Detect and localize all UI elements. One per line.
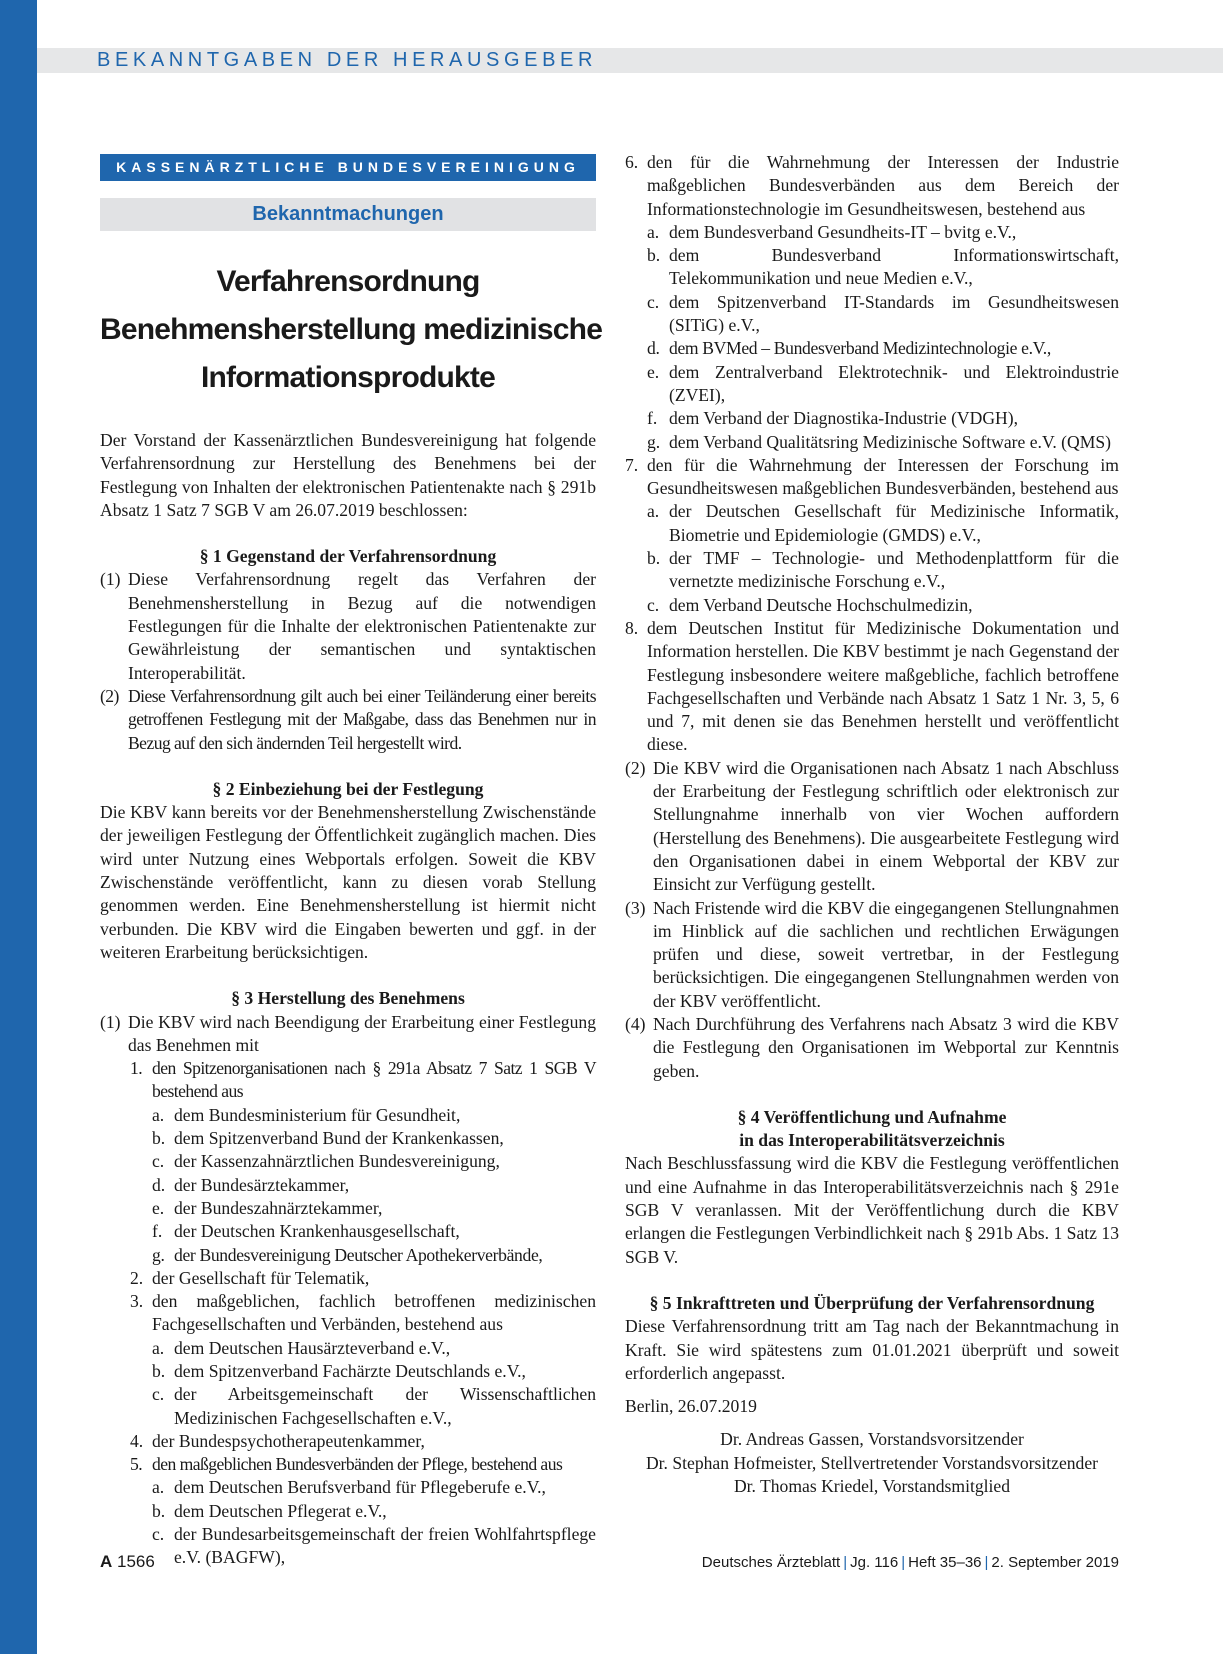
title-line-1: Verfahrensordnung <box>216 265 480 298</box>
left-column <box>100 429 596 1570</box>
section-header-band <box>37 48 1223 73</box>
separator: | <box>843 1554 848 1571</box>
list-item: 7. den für die Wahrnehmung der Interessen der Forschung im Gesundheitswesen maßgeblichen Bundesverbänden, bestehend aus <box>625 454 1119 499</box>
section-3-heading: § 3 Herstellung des Benehmens <box>231 988 465 1009</box>
s3-paragraph-3: (3) Nach Fristende wird die KBV die eingegangenen Stellungnahmen im Hinblick auf die sachlichen und rechtlichen Erwägungen prüfen und diese, soweit vertretbar, in der Festlegung berücksichtigen. Die eingegangenen Stellungnahmen werden von der KBV veröffentlicht. <box>625 897 1119 1011</box>
title-line-2: Benehmensherstellung medizinische <box>100 313 603 346</box>
section-1-heading: § 1 Gegenstand der Verfahrensordnung <box>199 546 497 567</box>
list-item: 8. dem Deutschen Institut für Medizinische Dokumentation und Information herstellen. Die KBV bestimmt je nach Gegenstand der Festlegung insbesondere weitere maßgebliche, fachlich betroffene Fachgesellschaften und Verbände nach Absatz 1 Satz 1 Nr. 3, 5, 6 und 7, mit denen sie das Benehmen herstellt und veröffentlicht diese. <box>625 617 1119 755</box>
sub-list-item: d. der Bundesärztekammer, <box>152 1174 350 1195</box>
sub-list-item: c. dem Verband Deutsche Hochschulmedizin, <box>647 594 973 615</box>
list-item: 3. den maßgeblichen, fachlich betroffenen medizinischen Fachgesellschaften und Verbänden, bestehend aus <box>130 1291 596 1335</box>
signature-2: Dr. Stephan Hofmeister, Stellvertretender Vorstandsvorsitzender <box>645 1452 1099 1473</box>
page-title <box>100 258 603 402</box>
page-number: A 1566 <box>100 1552 155 1571</box>
sub-list-item: a. dem Bundesministerium für Gesundheit, <box>152 1104 461 1125</box>
sub-list-item: d. dem BVMed – Bundesverband Medizintechnologie e.V., <box>647 338 1051 359</box>
s1-paragraph-1: (1) Diese Verfahrensordnung regelt das Verfahren der Benehmensherstellung in Bezug auf die notwendigen Festlegungen für die Inhalte der elektronischen Patientenakte zur Gewährleistung der semantischen und syntaktischen Interoperabilität. <box>100 569 596 683</box>
list-item: 6. den für die Wahrnehmung der Interessen der Industrie maßgeblichen Bundesverbänden aus dem Bereich der Informationstechnologie im Gesundheitswesen, bestehend aus <box>625 152 1119 219</box>
sub-list-item: a. der Deutschen Gesellschaft für Medizinische Informatik, Biometrie und Epidemiologie (GMDS) e.V., <box>647 501 1119 545</box>
place-date: Berlin, 26.07.2019 <box>625 1396 757 1417</box>
sub-list-item: b. dem Deutschen Pflegerat e.V., <box>152 1500 387 1521</box>
sub-list-item: a. dem Deutschen Hausärzteverband e.V., <box>152 1337 451 1358</box>
section-header-title: BEKANNTGABEN DER HERAUSGEBER <box>97 49 597 71</box>
section-4-text: Nach Beschlussfassung wird die KBV die Festlegung veröffentlichen und eine Aufnahme in das Interoperabilitätsverzeichnis nach § 291e SGB V veranlassen. Mit der Veröffentlichung durch die KBV erlangen die Festlegungen Verbindlichkeit nach § 291b Abs. 1 Satz 13 SGB V. <box>625 1153 1119 1267</box>
sub-list-item: f. der Deutschen Krankenhausgesellschaft, <box>152 1221 460 1242</box>
signature-3: Dr. Thomas Kriedel, Vorstandsmitglied <box>733 1476 1011 1497</box>
sub-list-item: b. dem Bundesverband Informationswirtschaft, Telekommunikation und neue Medien e.V., <box>647 245 1119 289</box>
sub-list-item: a. dem Deutschen Berufsverband für Pflegeberufe e.V., <box>152 1477 546 1498</box>
list-item: 1. den Spitzenorganisationen nach § 291a Absatz 7 Satz 1 SGB V bestehend aus <box>130 1058 596 1102</box>
list-item: 4. der Bundespsychotherapeutenkammer, <box>130 1430 425 1451</box>
title-line-3: Informationsprodukte <box>200 361 495 394</box>
sub-list-item: e. dem Zentralverband Elektrotechnik- und Elektroindustrie (ZVEI), <box>647 361 1119 405</box>
s3-paragraph-4: (4) Nach Durchführung des Verfahrens nach Absatz 3 wird die KBV die Festlegung den Organisationen im Webportal zur Kenntnis geben. <box>625 1013 1119 1081</box>
section-4-heading-line-1: § 4 Veröffentlichung und Aufnahme <box>737 1106 1007 1127</box>
s3-paragraph-2: (2) Die KBV wird die Organisationen nach Absatz 1 nach Abschluss der Erarbeitung der Festlegung schriftlich oder elektronisch zur Stellungnahme innerhalb von vier Wochen auffordern (Herstellung des Benehmens). Die ausgearbeitete Festlegung wird den Organisationen dabei in einem Webportal der KBV zur Einsicht zur Verfügung gestellt. <box>625 757 1119 895</box>
sub-list-item: a. dem Bundesverband Gesundheits-IT – bvitg e.V., <box>647 221 1017 242</box>
sub-list-item: f. dem Verband der Diagnostika-Industrie (VDGH), <box>647 408 1019 429</box>
sub-list-item: g. dem Verband Qualitätsring Medizinische Software e.V. (QMS) <box>647 431 1112 452</box>
organization-label: KASSENÄRZTLICHE BUNDESVEREINIGUNG <box>100 154 596 181</box>
separator: | <box>984 1554 989 1571</box>
separator: | <box>901 1554 906 1571</box>
right-column <box>625 151 1119 1498</box>
sub-list-item: c. dem Spitzenverband IT-Standards im Gesundheitswesen (SITiG) e.V., <box>647 291 1119 336</box>
intro-paragraph: Der Vorstand der Kassenärztlichen Bundesvereinigung hat folgende Verfahrensordnung zur Herstellung des Benehmens bei der Festlegung von Inhalten der elektronischen Patientenakte nach § 291b Absatz 1 Satz 7 SGB V am 26.07.2019 beschlossen: <box>100 430 596 520</box>
section-2-text: Die KBV kann bereits vor der Benehmensherstellung Zwischenstände der jeweiligen Festlegung der Öffentlichkeit zugänglich machen. Dies wird unter Nutzung eines Webportals erfolgen. Soweit die KBV Zwischenstände veröffentlicht, kann zu diesen vorab Stellung genommen werden. Eine Benehmensherstellung ist hiermit nicht verbunden. Die KBV wird die Eingaben bewerten und ggf. in der weiteren Erarbeitung berücksichtigen. <box>100 802 596 962</box>
section-2-heading: § 2 Einbeziehung bei der Festlegung <box>212 778 484 799</box>
signature-1: Dr. Andreas Gassen, Vorstandsvorsitzender <box>720 1429 1024 1450</box>
sub-list-item: e. der Bundeszahnärztekammer, <box>152 1197 383 1218</box>
list-item: 5. den maßgeblichen Bundesverbänden der Pflege, bestehend aus <box>130 1454 563 1475</box>
sub-list-item: b. der TMF – Technologie- und Methodenplattform für die vernetzte medizinische Forschung e.V., <box>647 548 1119 592</box>
left-accent-bar <box>0 0 37 1654</box>
section-4-heading-line-2: in das Interoperabilitätsverzeichnis <box>739 1130 1005 1151</box>
journal-issue: Heft 35–36 <box>908 1554 982 1571</box>
s1-paragraph-2: (2) Diese Verfahrensordnung gilt auch bei einer Teiländerung einer bereits getroffenen Festlegung mit der Maßgabe, dass das Benehmen nur in Bezug auf den sich ändernden Teil hergestellt wird. <box>100 685 596 753</box>
list-item: 2. der Gesellschaft für Telematik, <box>130 1267 370 1288</box>
category-label: Bekanntmachungen <box>100 198 596 231</box>
sub-list-item: c. der Arbeitsgemeinschaft der Wissenschaftlichen Medizinischen Fachgesellschaften e.V., <box>152 1384 596 1428</box>
sub-list-item: b. dem Spitzenverband Bund der Krankenkassen, <box>152 1128 504 1149</box>
sub-list-item: c. der Bundesarbeitsgemeinschaft der freien Wohlfahrtspflege e.V. (BAGFW), <box>152 1524 596 1568</box>
journal-volume: Jg. 116 <box>850 1554 899 1571</box>
sub-list-item: g. der Bundesvereinigung Deutscher Apothekerverbände, <box>152 1244 543 1265</box>
sub-list-item: b. dem Spitzenverband Fachärzte Deutschlands e.V., <box>152 1360 526 1381</box>
section-5-text: Diese Verfahrensordnung tritt am Tag nach der Bekanntmachung in Kraft. Sie wird spätestens zum 01.01.2021 überprüft und soweit erforderlich angepasst. <box>625 1316 1119 1383</box>
journal-info <box>702 1554 1119 1571</box>
s3-paragraph-1: (1) Die KBV wird nach Beendigung der Erarbeitung einer Festlegung das Benehmen mit <box>100 1011 596 1055</box>
page-footer <box>100 1552 1119 1576</box>
journal-date: 2. September 2019 <box>991 1554 1119 1571</box>
journal-name: Deutsches Ärzteblatt <box>701 1554 841 1571</box>
sub-list-item: c. der Kassenzahnärztlichen Bundesvereinigung, <box>152 1151 500 1172</box>
section-5-heading: § 5 Inkrafttreten und Überprüfung der Verfahrensordnung <box>649 1292 1095 1313</box>
